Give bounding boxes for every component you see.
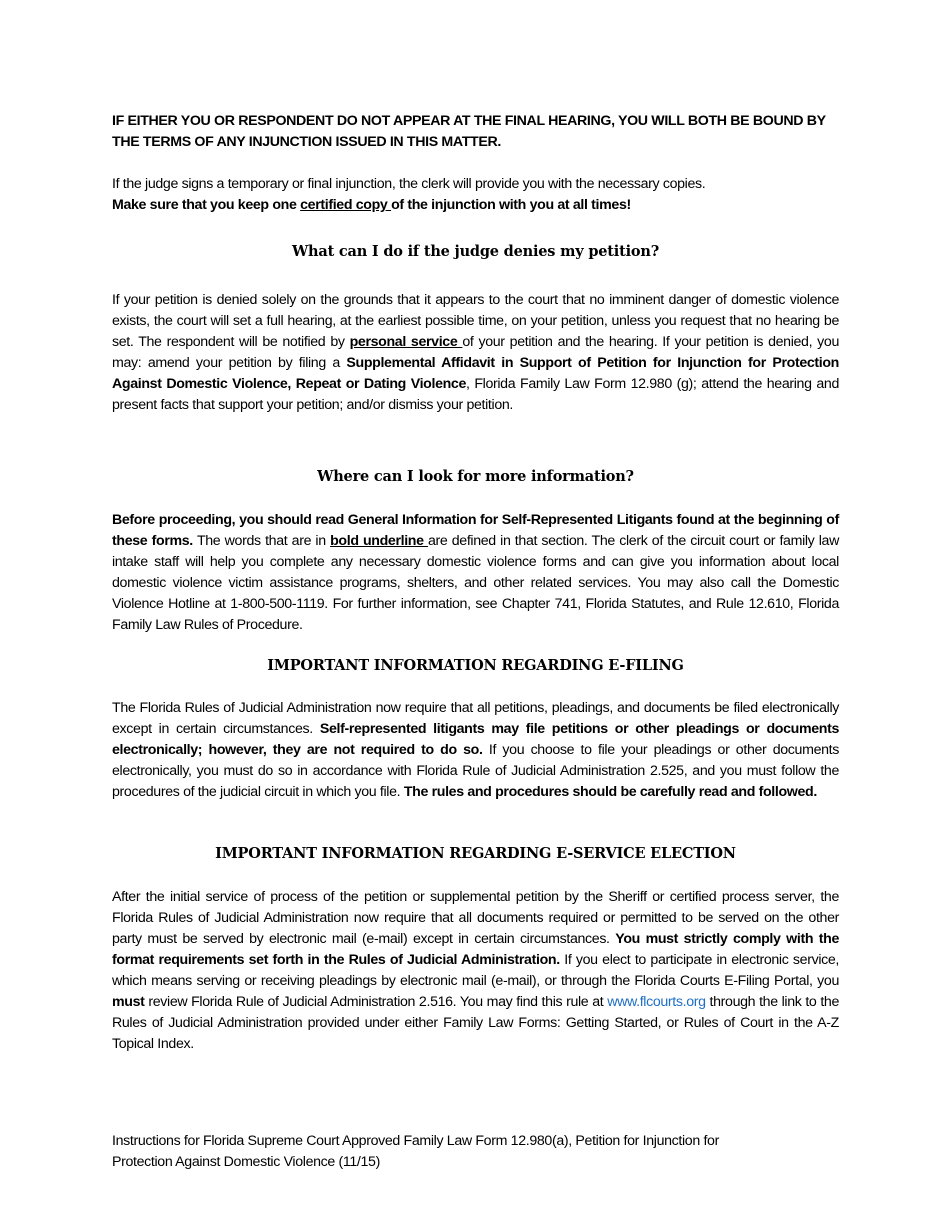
form-title: Supplemental Affidavit in Support of Petition for Injunction for Protection Against Domestic Violence, Repeat or Dating Violence xyxy=(112,355,839,392)
text: of your petition and the hearing. If your petition is denied, you may: amend your petition by filing a xyxy=(112,334,839,371)
text: Self-represented litigants may file petitions or other pleadings or documents electronically; however, they are not required to do so. xyxy=(112,721,839,758)
text: Make sure that you keep one xyxy=(112,197,301,213)
text: The Florida Rules of Judicial Administration now require that all petitions, pleadings, and documents be filed electronically except in certain circumstances. xyxy=(112,700,839,737)
copies-paragraph xyxy=(112,174,839,216)
underlined-term: certified copy xyxy=(300,197,392,213)
heading-e-filing: IMPORTANT INFORMATION REGARDING E-FILING xyxy=(267,657,684,674)
underlined-term: bold underline xyxy=(330,533,428,549)
underlined-term: personal service xyxy=(349,334,463,350)
text: must xyxy=(112,994,145,1010)
heading-more-info: Where can I look for more information? xyxy=(317,468,634,485)
e-filing-paragraph xyxy=(112,698,839,803)
text: If you elect to participate in electronic service, which means serving or receiving pleadings by electronic mail (e-mail), or through the Florida Courts E-Filing Portal, you xyxy=(112,952,840,989)
flcourts-link[interactable]: www.flcourts.org xyxy=(607,994,706,1010)
text: If your petition is denied solely on the grounds that it appears to the court that no imminent danger of domestic violence exists, the court will set a full hearing, at the earliest possible time, on your petition, unless you request that no hearing be set. The respondent will be notified by xyxy=(112,292,839,350)
text: If the judge signs a temporary or final injunction, the clerk will provide you with the necessary copies. xyxy=(112,176,706,192)
text: are defined in that section. The clerk of the circuit court or family law intake staff will help you complete any necessary domestic violence forms and can give you information about local domestic violence victim assistance programs, shelters, and other related services. You may also call the Domestic Violence Hotline at 1-800-500-1119. For further information, see Chapter 741, Florida Statutes, and Rule 12.610, Florida Family Law Rules of Procedure. xyxy=(112,533,839,633)
page-footer xyxy=(112,1131,839,1173)
text: The rules and procedures should be carefully read and followed. xyxy=(403,784,817,800)
e-service-paragraph xyxy=(112,887,839,1055)
footer-line: Instructions for Florida Supreme Court Approved Family Law Form 12.980(a), Petition for Injunction for xyxy=(112,1133,719,1149)
footer-line: Protection Against Domestic Violence (11/15) xyxy=(112,1154,380,1170)
text: through the link to the Rules of Judicial Administration provided under either Family Law Forms: Getting Started, or Rules of Court in the A-Z Topical Index. xyxy=(112,994,839,1052)
text: , Florida Family Law Form 12.980 (g); attend the hearing and present facts that support your petition; and/or dismiss your petition. xyxy=(112,376,839,413)
final-hearing-warning xyxy=(112,111,839,153)
denied-paragraph xyxy=(112,290,839,416)
warning-text: IF EITHER YOU OR RESPONDENT DO NOT APPEAR AT THE FINAL HEARING, YOU WILL BOTH BE BOUND BY THE TERMS OF ANY INJUNCTION ISSUED IN THIS MATTER. xyxy=(112,113,826,150)
text: review Florida Rule of Judicial Administration 2.516. You may find this rule at xyxy=(144,994,608,1010)
text: The words that are in xyxy=(192,533,331,549)
more-info-paragraph xyxy=(112,510,839,636)
text: Before proceeding, you should read General Information for Self-Represented Litigants found at the beginning of these forms. xyxy=(112,512,839,549)
heading-e-service: IMPORTANT INFORMATION REGARDING E-SERVICE ELECTION xyxy=(215,845,736,862)
text: of the injunction with you at all times! xyxy=(391,197,631,213)
text: If you choose to file your pleadings or other documents electronically, you must do so in accordance with Florida Rule of Judicial Administration 2.525, and you must follow the procedures of the judicial circuit in which you file. xyxy=(112,742,839,800)
heading-denied: What can I do if the judge denies my petition? xyxy=(291,243,660,260)
text: You must strictly comply with the format requirements set forth in the Rules of Judicial Administration. xyxy=(112,931,839,968)
text: After the initial service of process of the petition or supplemental petition by the Sheriff or certified process server, the Florida Rules of Judicial Administration now require that all documents required or permitted to be served on the other party must be served by electronic mail (e-mail) except in certain circumstances. xyxy=(112,889,839,947)
